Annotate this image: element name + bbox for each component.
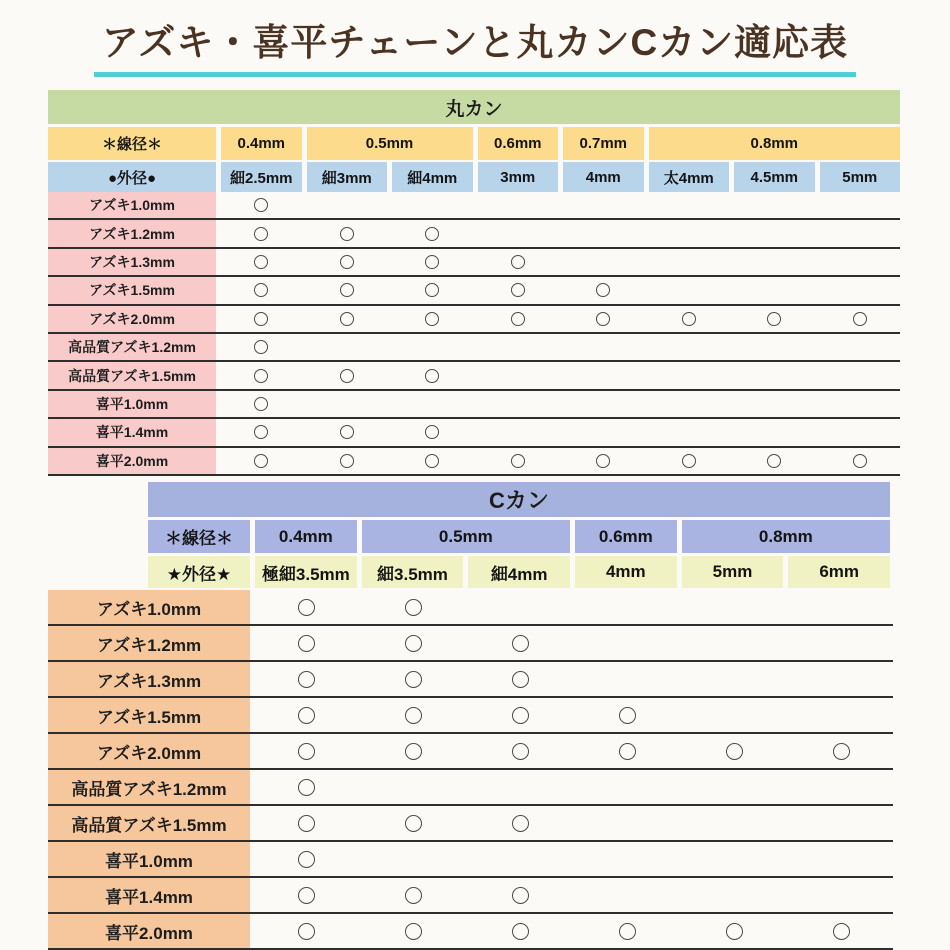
mark-cell — [649, 448, 730, 474]
row-label: アズキ2.0mm — [48, 306, 216, 332]
mark-cell — [469, 878, 571, 912]
circle-mark-icon — [425, 369, 439, 383]
outer-diameter-cell: 3mm — [478, 162, 559, 192]
mark-cell — [791, 806, 893, 840]
mark-cell — [820, 249, 901, 275]
circle-mark-icon — [298, 635, 315, 652]
circle-mark-icon — [340, 369, 354, 383]
circle-mark-icon — [596, 454, 610, 468]
circle-mark-icon — [298, 599, 315, 616]
mark-cell — [469, 914, 571, 948]
row-label: アズキ1.2mm — [48, 626, 250, 660]
mark-cell — [392, 192, 473, 218]
mark-cell — [478, 306, 559, 332]
row-label: 喜平1.4mm — [48, 419, 216, 445]
circle-mark-icon — [425, 255, 439, 269]
outer-diameter-cell: 細3.5mm — [362, 556, 464, 588]
mark-cell — [649, 391, 730, 417]
outer-diameter-cell: 4mm — [563, 162, 644, 192]
mark-cell — [563, 249, 644, 275]
outer-diameter-cell: 5mm — [682, 556, 784, 588]
circle-mark-icon — [254, 283, 268, 297]
mark-cell — [478, 334, 559, 360]
mark-cell — [649, 306, 730, 332]
outer-diameter-cell: 6mm — [788, 556, 890, 588]
mark-cell — [684, 734, 786, 768]
mark-cell — [392, 334, 473, 360]
outer-diameter-cell: 太4mm — [649, 162, 730, 192]
circle-mark-icon — [853, 454, 867, 468]
row-label: アズキ1.3mm — [48, 662, 250, 696]
mark-cell — [469, 842, 571, 876]
circle-mark-icon — [512, 923, 529, 940]
mark-cell — [734, 306, 815, 332]
mark-cell — [255, 842, 357, 876]
mark-cell — [469, 626, 571, 660]
circle-mark-icon — [767, 312, 781, 326]
circle-mark-icon — [405, 815, 422, 832]
mark-cell — [684, 806, 786, 840]
mark-cell — [820, 362, 901, 388]
wire-diameter-cell: 0.8mm — [649, 127, 901, 160]
mark-cell — [791, 842, 893, 876]
circle-mark-icon — [340, 255, 354, 269]
mark-cell — [684, 914, 786, 948]
table-row — [48, 362, 900, 390]
circle-mark-icon — [405, 887, 422, 904]
circle-mark-icon — [512, 635, 529, 652]
mark-cell — [563, 391, 644, 417]
wire-diameter-cell: 0.5mm — [362, 520, 570, 553]
table-row — [48, 806, 893, 842]
mark-cell — [684, 842, 786, 876]
table-row — [48, 192, 900, 220]
table-row — [48, 220, 900, 248]
mark-cell — [478, 192, 559, 218]
circle-mark-icon — [298, 851, 315, 868]
mark-cell — [469, 662, 571, 696]
mark-cell — [563, 362, 644, 388]
outer-diameter-cell: 極細3.5mm — [255, 556, 357, 588]
mark-cell — [221, 391, 302, 417]
row-label: 高品質アズキ1.5mm — [48, 806, 250, 840]
mark-cell — [820, 220, 901, 246]
circle-mark-icon — [254, 312, 268, 326]
mark-cell — [563, 306, 644, 332]
circle-mark-icon — [425, 454, 439, 468]
table-row — [48, 626, 893, 662]
circle-mark-icon — [767, 454, 781, 468]
mark-cell — [392, 277, 473, 303]
mark-cell — [307, 334, 388, 360]
mark-cell — [563, 419, 644, 445]
wire-diameter-cell: 0.7mm — [563, 127, 644, 160]
circle-mark-icon — [340, 283, 354, 297]
mark-cell — [392, 220, 473, 246]
mark-cell — [684, 698, 786, 732]
circle-mark-icon — [833, 743, 850, 760]
table-row — [48, 770, 893, 806]
circle-mark-icon — [425, 425, 439, 439]
circle-mark-icon — [298, 887, 315, 904]
mark-cell — [820, 448, 901, 474]
mark-cell — [649, 362, 730, 388]
mark-cell — [684, 590, 786, 624]
row-label: 高品質アズキ1.2mm — [48, 334, 216, 360]
circle-mark-icon — [340, 227, 354, 241]
mark-cell — [255, 806, 357, 840]
outer-diameter-cell: 細3mm — [307, 162, 388, 192]
circle-mark-icon — [405, 707, 422, 724]
table-row — [48, 391, 900, 419]
circle-mark-icon — [619, 743, 636, 760]
mark-cell — [221, 192, 302, 218]
mark-cell — [362, 734, 464, 768]
mark-cell — [255, 770, 357, 804]
outer-diameter-cell: 5mm — [820, 162, 901, 192]
mark-cell — [684, 770, 786, 804]
ckan-outer-row — [148, 556, 890, 588]
mark-cell — [576, 590, 678, 624]
mark-cell — [221, 334, 302, 360]
mark-cell — [255, 662, 357, 696]
mark-cell — [576, 626, 678, 660]
mark-cell — [469, 770, 571, 804]
circle-mark-icon — [619, 707, 636, 724]
mark-cell — [255, 734, 357, 768]
mark-cell — [791, 770, 893, 804]
outer-diameter-label: ●外径● — [48, 162, 216, 192]
mark-cell — [307, 220, 388, 246]
mark-cell — [791, 662, 893, 696]
marukan-table-title: 丸カン — [48, 90, 900, 124]
mark-cell — [576, 806, 678, 840]
circle-mark-icon — [726, 743, 743, 760]
mark-cell — [307, 277, 388, 303]
mark-cell — [392, 306, 473, 332]
circle-mark-icon — [405, 599, 422, 616]
circle-mark-icon — [833, 923, 850, 940]
mark-cell — [478, 362, 559, 388]
mark-cell — [734, 362, 815, 388]
row-label: アズキ1.5mm — [48, 698, 250, 732]
row-label: アズキ1.3mm — [48, 249, 216, 275]
mark-cell — [734, 334, 815, 360]
page-title: アズキ・喜平チェーンと丸カンCカン適応表 — [94, 12, 856, 77]
mark-cell — [255, 878, 357, 912]
mark-cell — [362, 770, 464, 804]
marukan-wire-row — [48, 127, 900, 160]
circle-mark-icon — [512, 743, 529, 760]
circle-mark-icon — [254, 227, 268, 241]
mark-cell — [478, 391, 559, 417]
row-label: アズキ1.2mm — [48, 220, 216, 246]
mark-cell — [362, 590, 464, 624]
mark-cell — [649, 334, 730, 360]
row-label: 喜平2.0mm — [48, 448, 216, 474]
ckan-wire-row — [148, 520, 890, 553]
mark-cell — [576, 698, 678, 732]
mark-cell — [576, 878, 678, 912]
mark-cell — [307, 192, 388, 218]
circle-mark-icon — [254, 198, 268, 212]
mark-cell — [469, 806, 571, 840]
row-label: 喜平2.0mm — [48, 914, 250, 948]
wire-diameter-cell: 0.6mm — [478, 127, 559, 160]
outer-diameter-cell: 4.5mm — [734, 162, 815, 192]
table-row — [48, 914, 893, 950]
wire-diameter-cell: 0.5mm — [307, 127, 473, 160]
mark-cell — [307, 249, 388, 275]
circle-mark-icon — [425, 312, 439, 326]
circle-mark-icon — [425, 283, 439, 297]
mark-cell — [576, 662, 678, 696]
circle-mark-icon — [511, 312, 525, 326]
row-label: アズキ1.0mm — [48, 192, 216, 218]
mark-cell — [649, 192, 730, 218]
mark-cell — [362, 914, 464, 948]
table-row — [48, 277, 900, 305]
circle-mark-icon — [405, 923, 422, 940]
mark-cell — [469, 734, 571, 768]
mark-cell — [820, 391, 901, 417]
mark-cell — [221, 419, 302, 445]
mark-cell — [563, 192, 644, 218]
table-row — [48, 334, 900, 362]
circle-mark-icon — [254, 255, 268, 269]
mark-cell — [307, 419, 388, 445]
table-row — [48, 419, 900, 447]
wire-diameter-cell: 0.4mm — [221, 127, 302, 160]
row-label: 喜平1.4mm — [48, 878, 250, 912]
mark-cell — [791, 698, 893, 732]
row-label: 喜平1.0mm — [48, 842, 250, 876]
outer-diameter-cell: 細4mm — [468, 556, 570, 588]
circle-mark-icon — [340, 454, 354, 468]
outer-diameter-cell: 細4mm — [392, 162, 473, 192]
circle-mark-icon — [682, 454, 696, 468]
circle-mark-icon — [682, 312, 696, 326]
mark-cell — [478, 249, 559, 275]
mark-cell — [820, 306, 901, 332]
mark-cell — [734, 249, 815, 275]
marukan-table — [48, 90, 900, 476]
circle-mark-icon — [340, 312, 354, 326]
ckan-table-title: Cカン — [148, 482, 890, 517]
mark-cell — [576, 770, 678, 804]
mark-cell — [734, 391, 815, 417]
mark-cell — [791, 914, 893, 948]
mark-cell — [563, 277, 644, 303]
mark-cell — [734, 419, 815, 445]
mark-cell — [478, 220, 559, 246]
mark-cell — [791, 734, 893, 768]
mark-cell — [221, 448, 302, 474]
mark-cell — [362, 842, 464, 876]
wire-diameter-label: ＊線径＊ — [148, 520, 250, 553]
circle-mark-icon — [298, 743, 315, 760]
mark-cell — [255, 698, 357, 732]
mark-cell — [392, 391, 473, 417]
outer-diameter-cell: 4mm — [575, 556, 677, 588]
circle-mark-icon — [298, 671, 315, 688]
circle-mark-icon — [511, 454, 525, 468]
mark-cell — [734, 448, 815, 474]
wire-diameter-cell: 0.4mm — [255, 520, 357, 553]
circle-mark-icon — [619, 923, 636, 940]
circle-mark-icon — [298, 923, 315, 940]
circle-mark-icon — [405, 743, 422, 760]
mark-cell — [649, 419, 730, 445]
mark-cell — [649, 277, 730, 303]
table-row — [48, 698, 893, 734]
mark-cell — [362, 878, 464, 912]
marukan-body — [48, 192, 900, 476]
circle-mark-icon — [340, 425, 354, 439]
mark-cell — [362, 698, 464, 732]
mark-cell — [734, 220, 815, 246]
circle-mark-icon — [298, 815, 315, 832]
ckan-table — [48, 482, 893, 950]
mark-cell — [820, 334, 901, 360]
mark-cell — [734, 192, 815, 218]
outer-diameter-cell: 細2.5mm — [221, 162, 302, 192]
circle-mark-icon — [512, 707, 529, 724]
table-row — [48, 249, 900, 277]
mark-cell — [820, 192, 901, 218]
row-label: アズキ2.0mm — [48, 734, 250, 768]
circle-mark-icon — [596, 283, 610, 297]
circle-mark-icon — [726, 923, 743, 940]
mark-cell — [362, 662, 464, 696]
mark-cell — [791, 590, 893, 624]
mark-cell — [576, 842, 678, 876]
wire-diameter-cell: 0.6mm — [575, 520, 677, 553]
row-label: 高品質アズキ1.2mm — [48, 770, 250, 804]
mark-cell — [649, 220, 730, 246]
circle-mark-icon — [596, 312, 610, 326]
circle-mark-icon — [511, 255, 525, 269]
circle-mark-icon — [512, 887, 529, 904]
mark-cell — [392, 448, 473, 474]
mark-cell — [649, 249, 730, 275]
mark-cell — [307, 362, 388, 388]
mark-cell — [221, 249, 302, 275]
table-row — [48, 878, 893, 914]
circle-mark-icon — [853, 312, 867, 326]
title-block — [0, 12, 950, 77]
mark-cell — [563, 448, 644, 474]
mark-cell — [684, 878, 786, 912]
circle-mark-icon — [254, 397, 268, 411]
table-row — [48, 448, 900, 476]
row-label: 高品質アズキ1.5mm — [48, 362, 216, 388]
circle-mark-icon — [405, 671, 422, 688]
mark-cell — [255, 626, 357, 660]
circle-mark-icon — [254, 454, 268, 468]
mark-cell — [791, 878, 893, 912]
mark-cell — [576, 914, 678, 948]
mark-cell — [684, 626, 786, 660]
row-label: 喜平1.0mm — [48, 391, 216, 417]
row-label: アズキ1.5mm — [48, 277, 216, 303]
circle-mark-icon — [298, 779, 315, 796]
mark-cell — [221, 306, 302, 332]
mark-cell — [820, 419, 901, 445]
mark-cell — [576, 734, 678, 768]
circle-mark-icon — [298, 707, 315, 724]
row-label: アズキ1.0mm — [48, 590, 250, 624]
mark-cell — [791, 626, 893, 660]
table-row — [48, 734, 893, 770]
circle-mark-icon — [254, 425, 268, 439]
circle-mark-icon — [425, 227, 439, 241]
mark-cell — [563, 334, 644, 360]
table-row — [48, 842, 893, 878]
circle-mark-icon — [512, 671, 529, 688]
mark-cell — [255, 590, 357, 624]
mark-cell — [820, 277, 901, 303]
wire-diameter-label: ＊線径＊ — [48, 127, 216, 160]
mark-cell — [392, 249, 473, 275]
circle-mark-icon — [511, 283, 525, 297]
mark-cell — [307, 306, 388, 332]
circle-mark-icon — [254, 340, 268, 354]
outer-diameter-label: ★外径★ — [148, 556, 250, 588]
mark-cell — [392, 419, 473, 445]
mark-cell — [307, 391, 388, 417]
table-row — [48, 306, 900, 334]
mark-cell — [362, 626, 464, 660]
mark-cell — [684, 662, 786, 696]
mark-cell — [478, 277, 559, 303]
circle-mark-icon — [512, 815, 529, 832]
mark-cell — [221, 277, 302, 303]
mark-cell — [221, 220, 302, 246]
circle-mark-icon — [254, 369, 268, 383]
table-row — [48, 590, 893, 626]
mark-cell — [307, 448, 388, 474]
mark-cell — [478, 448, 559, 474]
mark-cell — [362, 806, 464, 840]
mark-cell — [734, 277, 815, 303]
mark-cell — [478, 419, 559, 445]
mark-cell — [563, 220, 644, 246]
mark-cell — [469, 698, 571, 732]
mark-cell — [392, 362, 473, 388]
marukan-outer-row — [48, 162, 900, 192]
circle-mark-icon — [405, 635, 422, 652]
table-row — [48, 662, 893, 698]
ckan-body — [48, 590, 893, 950]
mark-cell — [469, 590, 571, 624]
mark-cell — [221, 362, 302, 388]
wire-diameter-cell: 0.8mm — [682, 520, 890, 553]
mark-cell — [255, 914, 357, 948]
